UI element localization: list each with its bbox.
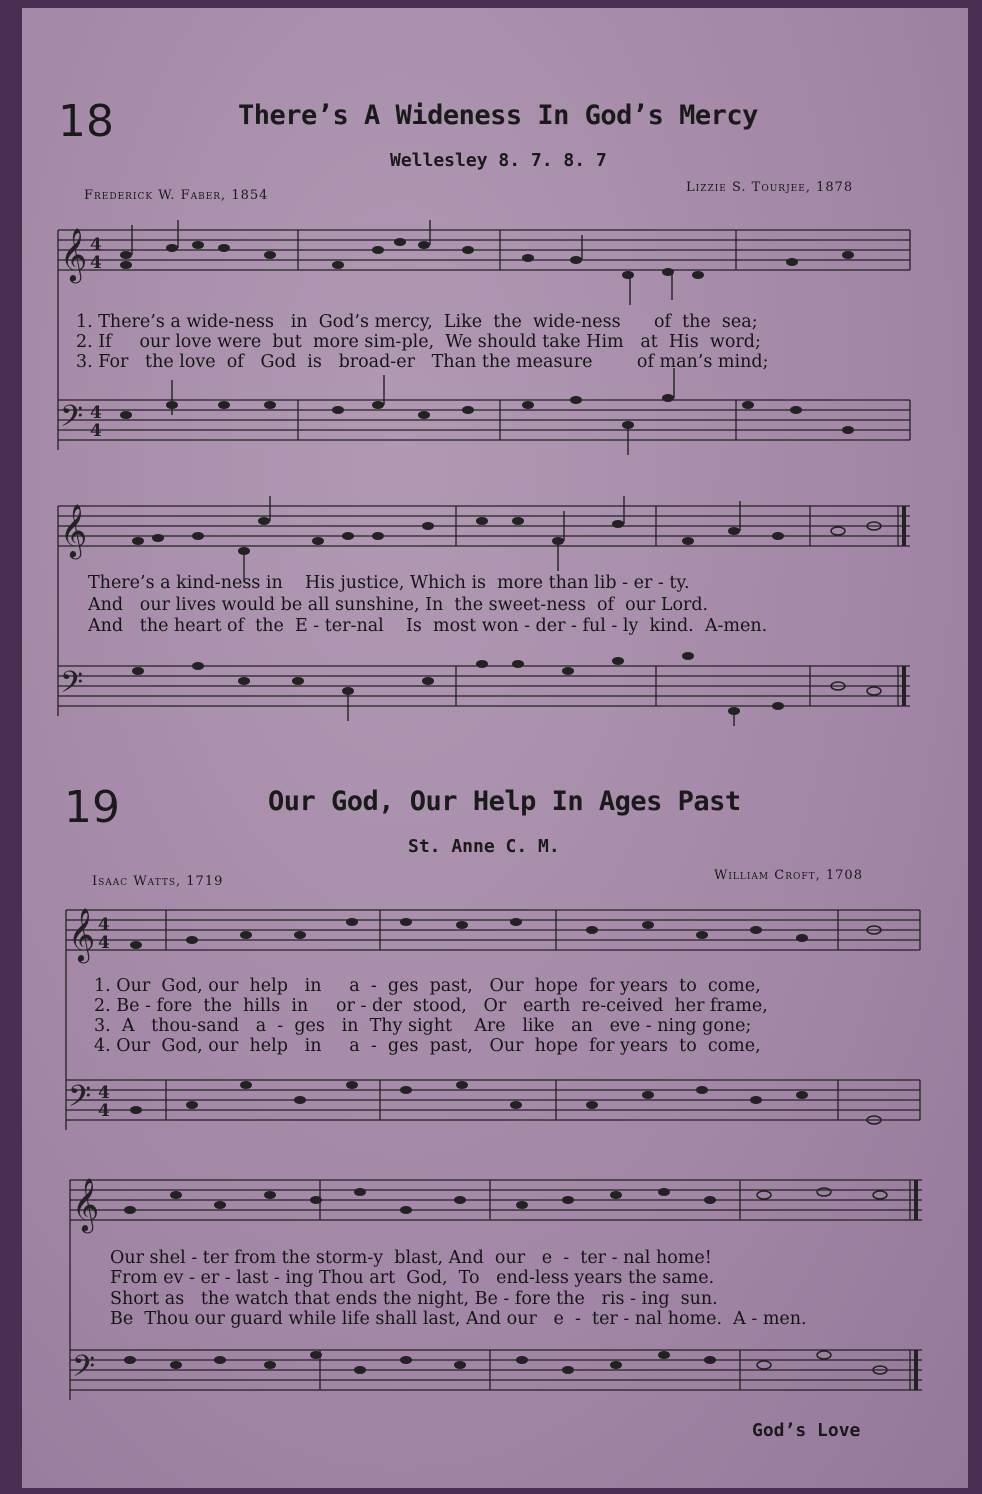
lyric-line: 1. There’s a wide-ness in God’s mercy, Like the wide-ness of the sea;: [76, 312, 758, 332]
treble-clef-icon: 𝄞: [72, 1177, 100, 1231]
lyric-line: Be Thou our guard while life shall last, And our e - ter - nal home. A - men.: [110, 1309, 807, 1329]
treble-clef-icon: 𝄞: [60, 503, 88, 557]
bass-clef-icon: 𝄢: [60, 666, 84, 707]
svg-text:4: 4: [90, 403, 102, 423]
section-footer: God’s Love: [752, 1420, 861, 1441]
hymn-title: There’s A Wideness In God’s Mercy: [238, 100, 758, 131]
composer-credit: William Croft, 1708: [714, 868, 863, 883]
bass-clef-icon: 𝄢: [72, 1350, 96, 1391]
svg-text:4: 4: [98, 1083, 110, 1103]
tune-name: St. Anne C. M.: [408, 836, 560, 857]
lyric-line: There’s a kind-ness in His justice, Which is more than lib - er - ty.: [88, 573, 690, 593]
svg-text:4: 4: [90, 253, 102, 273]
treble-clef-icon: 𝄞: [60, 227, 88, 281]
lyric-line: 2. If our love were but more sim-ple, We should take Him at His word;: [76, 332, 761, 352]
svg-text:4: 4: [90, 421, 102, 441]
svg-text:4: 4: [98, 933, 110, 953]
lyric-line: 3. A thou-sand a - ges in Thy sight Are like an eve - ning gone;: [94, 1016, 752, 1036]
svg-text:4: 4: [98, 915, 110, 935]
lyric-line: 2. Be - fore the hills in or - der stood, Or earth re-ceived her frame,: [94, 996, 768, 1016]
lyric-line: Short as the watch that ends the night, Be - fore the ris - ing sun.: [110, 1289, 718, 1309]
hymn-title: Our God, Our Help In Ages Past: [268, 786, 741, 817]
lyric-line: And the heart of the E - ter-nal Is most won - der - ful - ly kind. A-men.: [88, 616, 768, 636]
lyric-line: Our shel - ter from the storm-y blast, And our e - ter - nal home!: [110, 1248, 712, 1268]
lyric-line: From ev - er - last - ing Thou art God, To end-less years the same.: [110, 1268, 715, 1288]
svg-text:4: 4: [98, 1101, 110, 1121]
tune-name: Wellesley 8. 7. 8. 7: [390, 150, 607, 171]
author-credit: Isaac Watts, 1719: [92, 874, 224, 889]
hymn-number: 18: [58, 96, 114, 147]
svg-text:4: 4: [90, 235, 102, 255]
lyric-line: 1. Our God, our help in a - ges past, Our hope for years to come,: [94, 976, 761, 996]
composer-credit: Lizzie S. Tourjee, 1878: [686, 180, 854, 195]
lyric-line: 3. For the love of God is broad-er Than the measure of man’s mind;: [76, 352, 769, 372]
bass-clef-icon: 𝄢: [60, 400, 84, 441]
hymn-number: 19: [64, 782, 120, 833]
lyric-line: And our lives would be all sunshine, In the sweet-ness of our Lord.: [88, 595, 709, 615]
bass-clef-icon: 𝄢: [68, 1080, 92, 1121]
author-credit: Frederick W. Faber, 1854: [84, 188, 269, 203]
treble-clef-icon: 𝄞: [68, 907, 96, 961]
lyric-line: 4. Our God, our help in a - ges past, Our hope for years to come,: [94, 1036, 761, 1056]
